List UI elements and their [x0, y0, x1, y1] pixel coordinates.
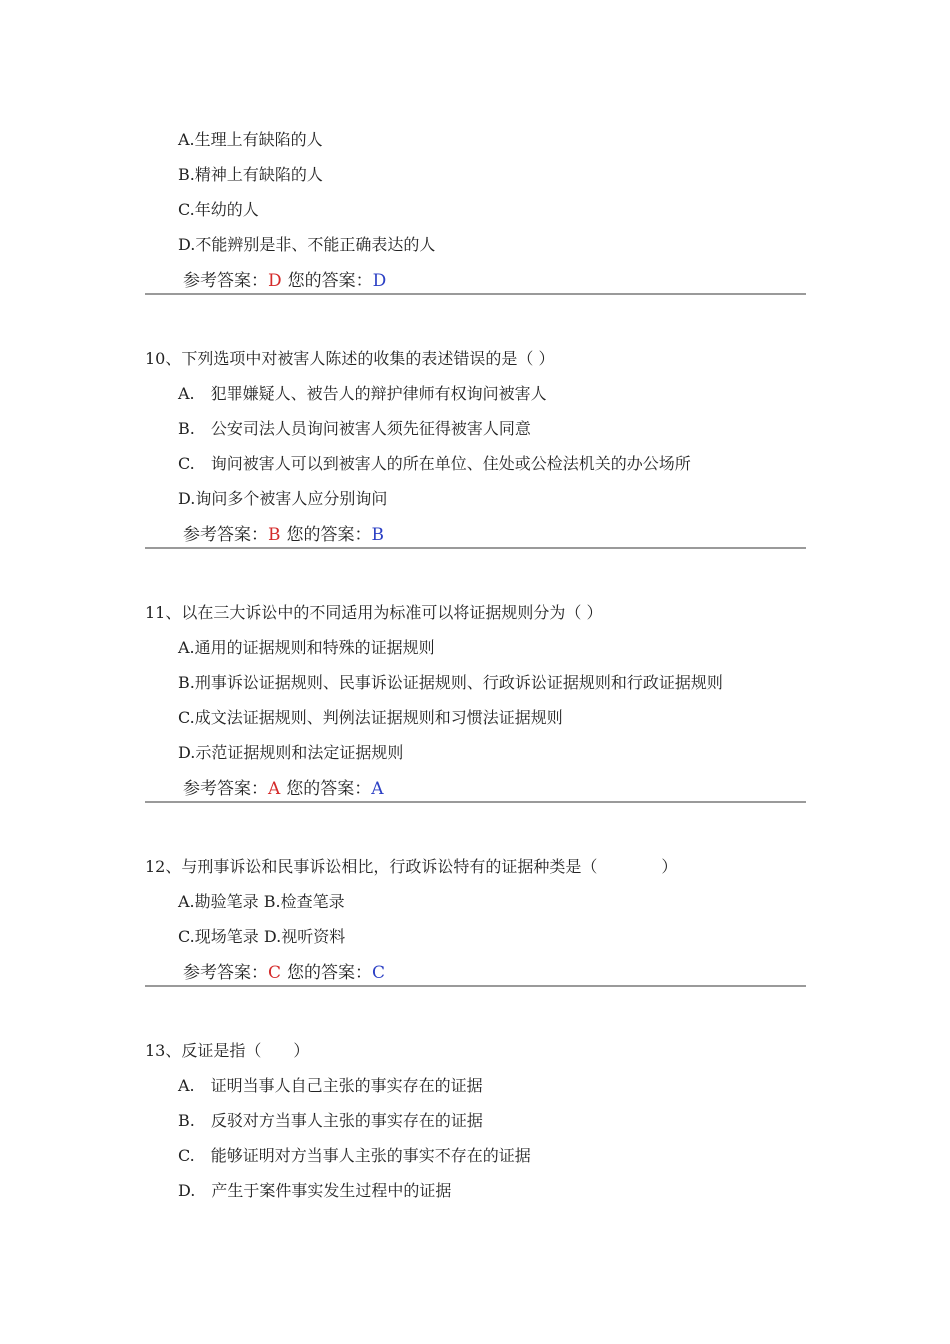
q11-your-answer: A — [371, 779, 384, 799]
q10-answer-row — [183, 524, 384, 546]
q13-option-c: C. 能够证明对方当事人主张的事实不存在的证据 — [178, 1146, 531, 1165]
q12-title: 12、与刑事诉讼和民事诉讼相比，行政诉讼特有的证据种类是（ ） — [145, 857, 678, 876]
q10-title: 10、下列选项中对被害人陈述的收集的表述错误的是（ ） — [145, 349, 555, 368]
q9-option-a: A.生理上有缺陷的人 — [178, 130, 323, 149]
q12-answer-row — [183, 962, 385, 984]
q9-option-b: B.精神上有缺陷的人 — [178, 165, 323, 184]
q9-your-label: 您的答案： — [287, 271, 373, 291]
q11-divider — [145, 801, 806, 803]
q12-ref-answer: C — [268, 963, 282, 983]
q9-your-answer: D — [372, 271, 387, 291]
q11-option-c: C.成文法证据规则、判例法证据规则和习惯法证据规则 — [178, 708, 563, 727]
q11-answer-row — [183, 778, 384, 800]
q11-option-d: D.示范证据规则和法定证据规则 — [178, 743, 404, 762]
q9-option-d: D.不能辨别是非、不能正确表达的人 — [178, 235, 436, 254]
q9-ref-answer: D — [268, 271, 282, 291]
q10-divider — [145, 547, 806, 549]
q10-option-d: D.询问多个被害人应分别询问 — [178, 489, 388, 508]
q9-ref-label: 参考答案： — [183, 271, 268, 291]
q11-ref-label: 参考答案： — [183, 779, 268, 799]
q12-divider — [145, 985, 806, 987]
q10-option-b: B. 公安司法人员询问被害人须先征得被害人同意 — [178, 419, 531, 438]
q10-ref-answer: B — [268, 525, 281, 545]
q12-options-cd: C.现场笔录 D.视听资料 — [178, 927, 346, 946]
q9-answer-row — [183, 270, 386, 292]
q13-option-a: A. 证明当事人自己主张的事实存在的证据 — [178, 1076, 483, 1095]
q10-option-c: C. 询问被害人可以到被害人的所在单位、住处或公检法机关的办公场所 — [178, 454, 691, 473]
q10-your-label: 您的答案： — [286, 525, 372, 545]
q11-your-label: 您的答案： — [286, 779, 372, 799]
q12-your-label: 您的答案： — [287, 963, 373, 983]
q10-your-answer: B — [371, 525, 384, 545]
q11-title: 11、以在三大诉讼中的不同适用为标准可以将证据规则分为（ ） — [145, 603, 603, 622]
q11-option-a: A.通用的证据规则和特殊的证据规则 — [178, 638, 435, 657]
q13-option-d: D. 产生于案件事实发生过程中的证据 — [178, 1181, 452, 1200]
q9-divider — [145, 293, 806, 295]
q9-option-c: C.年幼的人 — [178, 200, 259, 219]
q13-option-b: B. 反驳对方当事人主张的事实存在的证据 — [178, 1111, 483, 1130]
q10-ref-label: 参考答案： — [183, 525, 268, 545]
q12-ref-label: 参考答案： — [183, 963, 268, 983]
q12-your-answer: C — [372, 963, 386, 983]
q10-option-a: A. 犯罪嫌疑人、被告人的辩护律师有权询问被害人 — [178, 384, 547, 403]
q11-ref-answer: A — [268, 779, 281, 799]
q11-option-b: B.刑事诉讼证据规则、民事诉讼证据规则、行政诉讼证据规则和行政证据规则 — [178, 673, 723, 692]
q13-title: 13、反证是指（ ） — [145, 1041, 310, 1060]
q12-options-ab: A.勘验笔录 B.检查笔录 — [178, 892, 345, 911]
